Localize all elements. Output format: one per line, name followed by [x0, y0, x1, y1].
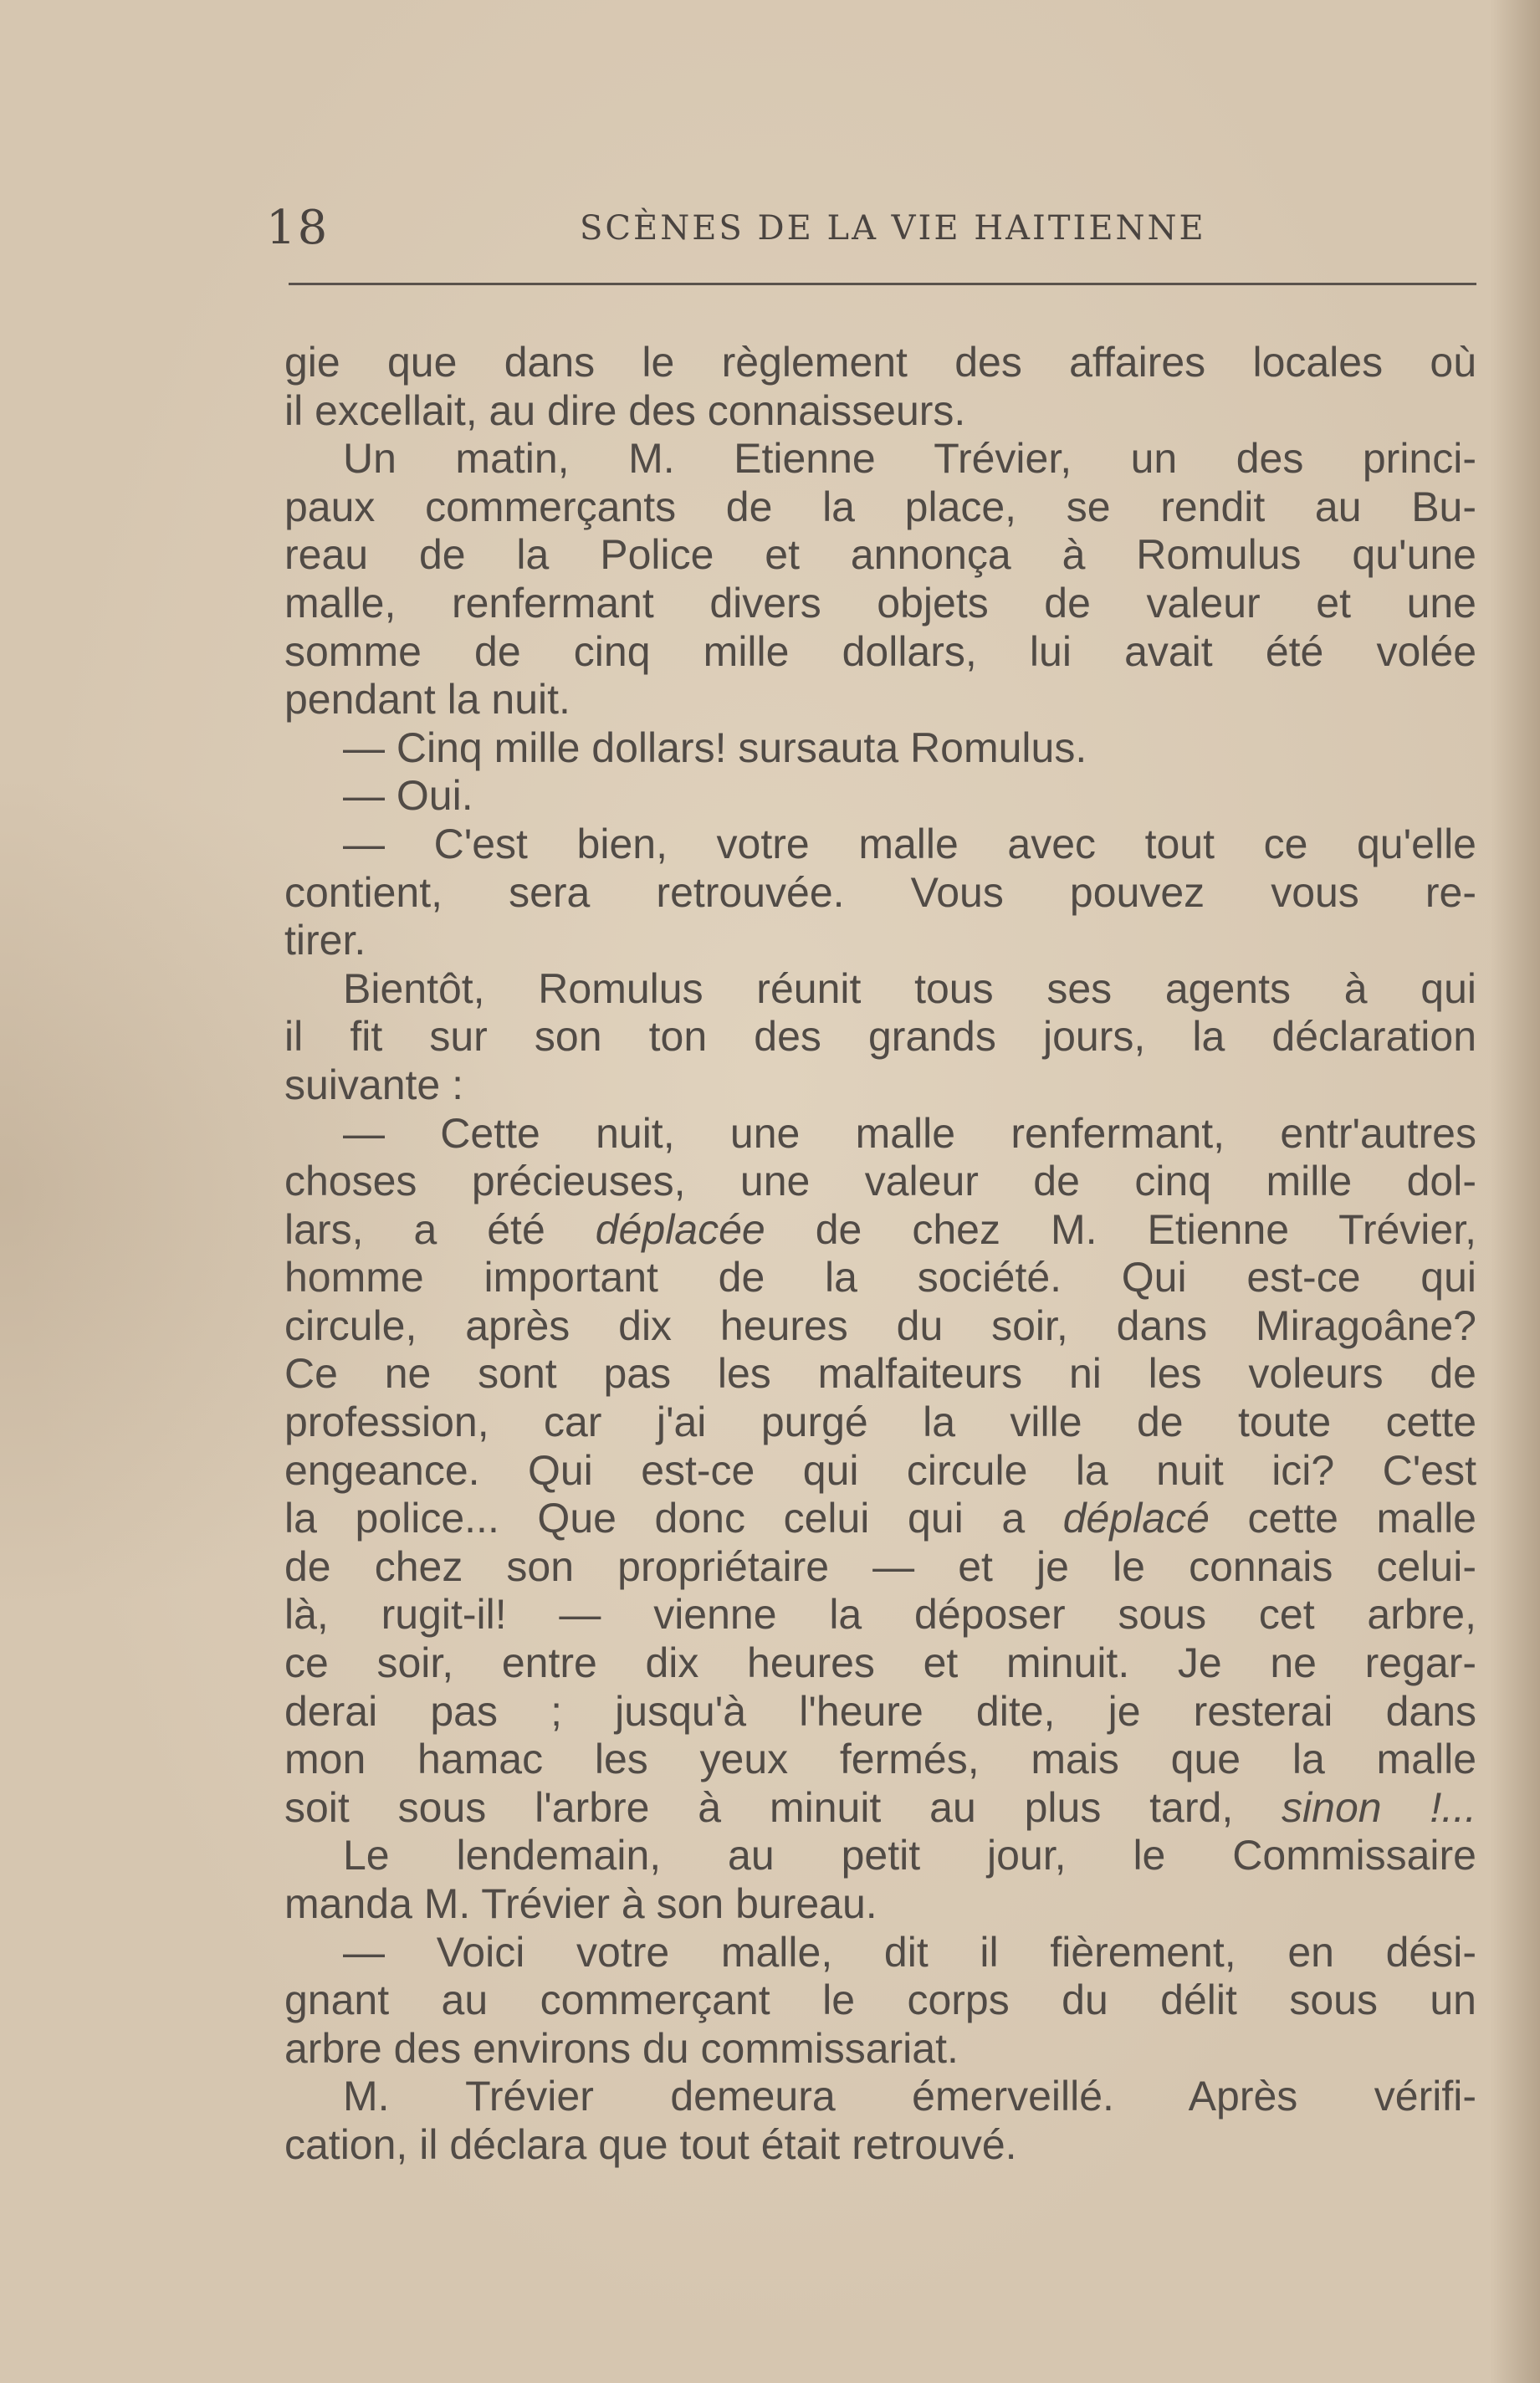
- text-line: il excellait, au dire des connaisseurs.: [284, 386, 966, 434]
- text-line: malle, renfermant divers objets de valeur et une: [284, 579, 1476, 626]
- text-line: Le lendemain, au petit jour, le Commissaire: [343, 1832, 1476, 1879]
- text-line: contient, sera retrouvée. Vous pouvez vous re-: [284, 868, 1476, 916]
- text-line: M. Trévier demeura émerveillé. Après vérifi-: [343, 2073, 1476, 2120]
- text-line: de chez son propriétaire — et je le connais celui-: [284, 1542, 1476, 1590]
- text-line: reau de la Police et annonça à Romulus qu'une: [284, 531, 1476, 579]
- page-number: 18: [266, 201, 330, 255]
- text-line: engeance. Qui est-ce qui circule la nuit ici? C'est: [284, 1446, 1476, 1494]
- text-line: derai pas ; jusqu'à l'heure dite, je resterai dans: [284, 1687, 1476, 1735]
- text-line: profession, car j'ai purgé la ville de toute cette: [284, 1399, 1476, 1446]
- text-line: suivante :: [284, 1061, 464, 1108]
- text-line: Un matin, M. Etienne Trévier, un des princi-: [343, 435, 1476, 483]
- text-line: là, rugit-il! — vienne la déposer sous cet arbre,: [284, 1591, 1476, 1639]
- text-line: ce soir, entre dix heures et minuit. Je ne regar-: [284, 1639, 1476, 1687]
- text-line: cation, il déclara que tout était retrouvé.: [284, 2120, 1017, 2168]
- text-line: — Voici votre malle, dit il fièrement, en dési-: [343, 1928, 1476, 1976]
- text-line: gnant au commerçant le corps du délit sous un: [284, 1976, 1476, 2024]
- text-line: Bientôt, Romulus réunit tous ses agents à qui: [343, 964, 1476, 1012]
- text-line: gie que dans le règlement des affaires locales où: [284, 339, 1476, 386]
- italic-word: déplacé: [1062, 1495, 1210, 1542]
- text-line: la police... Que donc celui qui a déplacé cette malle: [284, 1495, 1476, 1542]
- page-header: [266, 201, 1479, 259]
- text-line: arbre des environs du commissariat.: [284, 2024, 959, 2072]
- text-line: — Oui.: [343, 772, 473, 820]
- header-rule: [289, 283, 1476, 285]
- text-line: homme important de la société. Qui est-ce qui: [284, 1254, 1476, 1301]
- text-line: manda M. Trévier à son bureau.: [284, 1880, 877, 1927]
- text-line: choses précieuses, une valeur de cinq mille dol-: [284, 1158, 1476, 1205]
- text-line: — C'est bien, votre malle avec tout ce qu'elle: [343, 820, 1476, 867]
- italic-word: sinon !...: [1282, 1783, 1476, 1831]
- text-line: somme de cinq mille dollars, lui avait été volée: [284, 627, 1476, 675]
- text-line: lars, a été déplacée de chez M. Etienne Trévier,: [284, 1205, 1476, 1253]
- text-line: circule, après dix heures du soir, dans Miragoâne?: [284, 1301, 1476, 1349]
- text-line: — Cinq mille dollars! sursauta Romulus.: [343, 724, 1087, 771]
- running-title: SCÈNES DE LA VIE HAITIENNE: [580, 209, 1206, 248]
- text-line: pendant la nuit.: [284, 676, 570, 724]
- binding-shadow: [1490, 0, 1540, 2383]
- italic-word: déplacée: [595, 1205, 765, 1253]
- text-line: il fit sur son ton des grands jours, la déclaration: [284, 1013, 1476, 1061]
- text-line: Ce ne sont pas les malfaiteurs ni les voleurs de: [284, 1350, 1476, 1398]
- text-line: — Cette nuit, une malle renfermant, entr'autres: [343, 1109, 1476, 1157]
- text-line: tirer.: [284, 917, 366, 964]
- text-line: paux commerçants de la place, se rendit au Bu-: [284, 483, 1476, 530]
- text-line: mon hamac les yeux fermés, mais que la malle: [284, 1736, 1476, 1783]
- text-line: soit sous l'arbre à minuit au plus tard, sinon !...: [284, 1783, 1476, 1831]
- body-text: [284, 339, 1476, 2170]
